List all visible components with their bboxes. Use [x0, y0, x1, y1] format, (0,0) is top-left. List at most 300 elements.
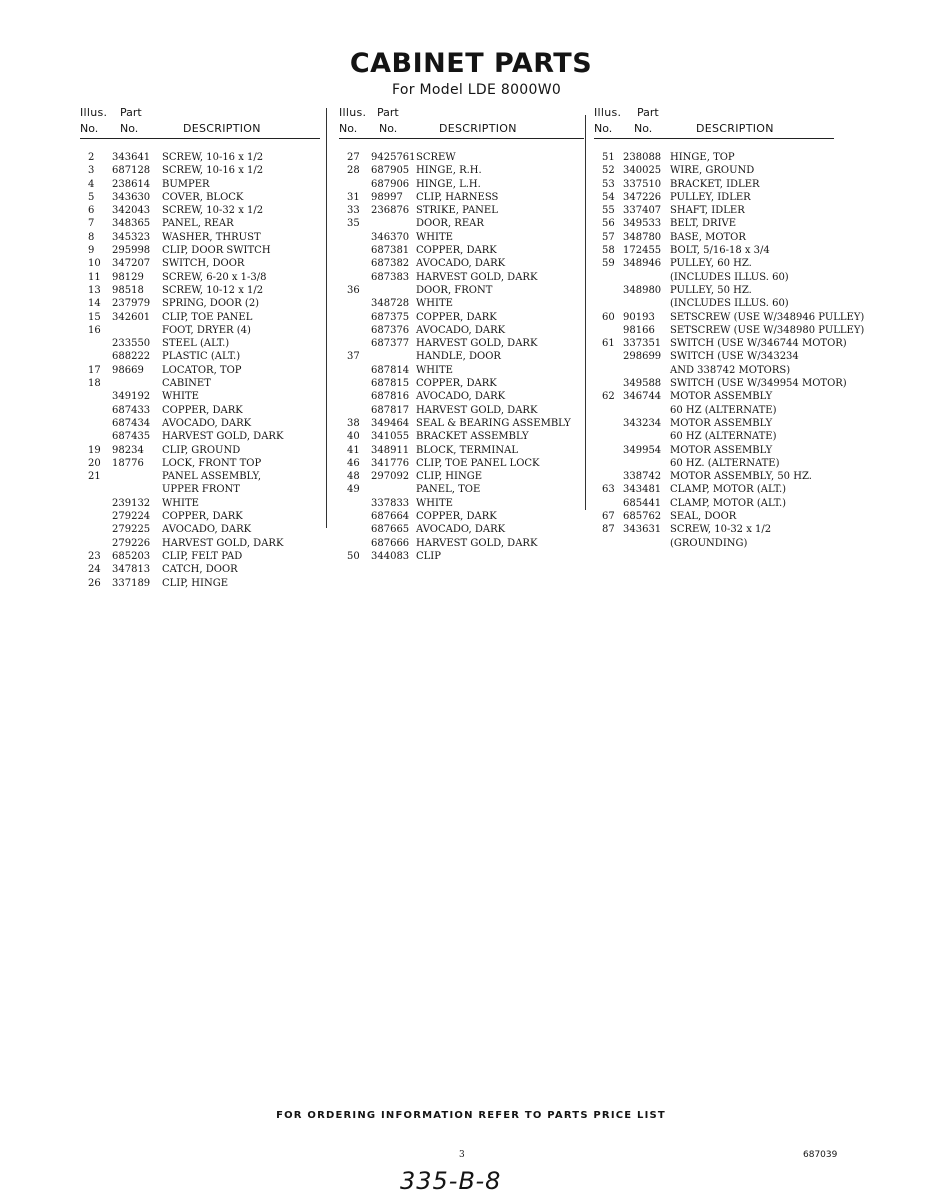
model-subtitle: For Model LDE 8000W0: [392, 82, 562, 98]
illus-number: 59: [602, 258, 615, 270]
table-row: [594, 350, 874, 363]
part-description: BLOCK, TERMINAL: [416, 444, 518, 456]
illus-number: 55: [602, 205, 615, 217]
part-description: BRACKET, IDLER: [670, 178, 760, 190]
part-number: 348365: [112, 218, 151, 230]
header-part-no: No.: [634, 122, 653, 135]
part-description: SEAL, DOOR: [670, 511, 737, 523]
illus-number: 46: [347, 457, 360, 469]
table-row: [594, 390, 874, 403]
illus-number: 41: [347, 444, 360, 456]
column-header: [80, 106, 320, 138]
part-description: MOTOR ASSEMBLY, 50 HZ.: [670, 471, 812, 483]
part-number: 349464: [371, 417, 410, 429]
header-rule: [80, 138, 320, 139]
table-row: [80, 523, 320, 536]
table-row: [80, 364, 320, 377]
part-number: 687128: [112, 165, 151, 177]
part-description: HARVEST GOLD, DARK: [416, 404, 538, 416]
table-row: [594, 257, 874, 270]
illus-number: 16: [88, 324, 101, 336]
part-description: HARVEST GOLD, DARK: [416, 537, 538, 549]
table-row: [80, 244, 320, 257]
illus-number: 48: [347, 471, 360, 483]
table-row: [339, 444, 584, 457]
illus-number: 57: [602, 231, 615, 243]
part-number: 349588: [623, 378, 662, 390]
part-number: 685203: [112, 550, 151, 562]
header-part: Part: [377, 106, 399, 119]
header-rule: [339, 138, 584, 139]
part-description: HINGE, L.H.: [416, 178, 481, 190]
table-row: [80, 457, 320, 470]
part-number: 279224: [112, 511, 151, 523]
table-row: [339, 483, 584, 496]
part-description: SWITCH, DOOR: [162, 258, 245, 270]
table-row: [80, 377, 320, 390]
part-number: 341055: [371, 431, 410, 443]
part-number: 237979: [112, 298, 151, 310]
part-description: CLAMP, MOTOR (ALT.): [670, 484, 787, 496]
table-row: [80, 337, 320, 350]
illus-number: 27: [347, 152, 360, 163]
table-row: [339, 217, 584, 230]
part-description: LOCK, FRONT TOP: [162, 457, 262, 469]
illus-number: 19: [88, 444, 101, 456]
part-number: 347207: [112, 258, 151, 270]
table-row: [594, 217, 874, 230]
part-number: 343631: [623, 524, 662, 536]
table-row: [594, 297, 874, 310]
illus-number: 51: [602, 152, 615, 163]
table-row: [339, 390, 584, 403]
header-illus: Illus.: [339, 106, 367, 119]
part-number: 687382: [371, 258, 410, 270]
illus-number: 31: [347, 191, 360, 203]
part-description: BUMPER: [162, 178, 210, 190]
column-divider: [326, 108, 327, 528]
table-row: [339, 523, 584, 536]
part-number: 297092: [371, 471, 410, 483]
illus-number: 10: [88, 258, 101, 270]
illus-number: 14: [88, 298, 101, 310]
part-description: WHITE: [416, 231, 453, 243]
table-row: [80, 217, 320, 230]
part-description: COPPER, DARK: [416, 245, 497, 257]
part-number: 348728: [371, 298, 410, 310]
part-description: SHAFT, IDLER: [670, 205, 745, 217]
table-row: [339, 350, 584, 363]
header-description: DESCRIPTION: [696, 122, 774, 135]
table-row: [80, 191, 320, 204]
part-number: 687377: [371, 338, 410, 350]
table-row: [80, 483, 320, 496]
part-description: 60 HZ (ALTERNATE): [670, 404, 777, 416]
table-row: [594, 364, 874, 377]
table-row: [80, 537, 320, 550]
illus-number: 24: [88, 564, 101, 576]
column-header: [339, 106, 584, 138]
part-description: COPPER, DARK: [416, 511, 497, 523]
illus-number: 60: [602, 311, 615, 323]
part-description: SCREW, 6-20 x 1-3/8: [162, 271, 267, 283]
illus-number: 11: [88, 271, 101, 283]
part-number: 236876: [371, 205, 410, 217]
table-row: [594, 311, 874, 324]
part-number: 341776: [371, 457, 410, 469]
parts-rows: [594, 151, 874, 550]
illus-number: 5: [88, 191, 95, 203]
part-description: DOOR, REAR: [416, 218, 484, 230]
handwritten-annotation: 335-B-8: [400, 1167, 502, 1195]
part-number: 98518: [112, 284, 144, 296]
part-description: PANEL, TOE: [416, 484, 481, 496]
part-description: COVER, BLOCK: [162, 191, 244, 203]
part-description: CLIP, TOE PANEL LOCK: [416, 457, 540, 469]
table-row: [339, 257, 584, 270]
illus-number: 53: [602, 178, 615, 190]
illus-number: 50: [347, 550, 360, 562]
part-number: 298699: [623, 351, 662, 363]
part-number: 342601: [112, 311, 151, 323]
table-row: [594, 523, 874, 536]
table-row: [594, 284, 874, 297]
part-description: LOCATOR, TOP: [162, 364, 242, 376]
part-description: CATCH, DOOR: [162, 564, 238, 576]
part-description: HARVEST GOLD, DARK: [416, 338, 538, 350]
parts-column-2: [339, 106, 584, 563]
illus-number: 87: [602, 524, 615, 536]
table-row: [80, 204, 320, 217]
part-number: 347226: [623, 191, 662, 203]
illus-number: 13: [88, 284, 101, 296]
table-row: [594, 178, 874, 191]
table-row: [594, 430, 874, 443]
header-description: DESCRIPTION: [183, 122, 261, 135]
table-row: [80, 563, 320, 576]
table-row: [339, 204, 584, 217]
part-description: DOOR, FRONT: [416, 284, 493, 296]
part-number: 349954: [623, 444, 662, 456]
part-description: MOTOR ASSEMBLY: [670, 417, 773, 429]
table-row: [339, 271, 584, 284]
part-description: WIRE, GROUND: [670, 165, 755, 177]
table-row: [80, 497, 320, 510]
part-description: AVOCADO, DARK: [416, 258, 506, 270]
illus-number: 62: [602, 391, 615, 403]
header-part: Part: [120, 106, 142, 119]
part-description: WHITE: [162, 497, 199, 509]
part-number: 343234: [623, 417, 662, 429]
part-description: CLAMP, MOTOR (ALT.): [670, 497, 787, 509]
part-number: 238614: [112, 178, 151, 190]
part-description: HARVEST GOLD, DARK: [416, 271, 538, 283]
part-number: 688222: [112, 351, 151, 363]
illus-number: 58: [602, 245, 615, 257]
table-row: [594, 244, 874, 257]
part-number: 348980: [623, 284, 662, 296]
part-description: PANEL ASSEMBLY,: [162, 471, 262, 483]
table-row: [80, 231, 320, 244]
table-row: [339, 297, 584, 310]
part-number: 337351: [623, 338, 662, 350]
table-row: [339, 550, 584, 563]
part-description: 60 HZ. (ALTERNATE): [670, 457, 780, 469]
table-row: [80, 284, 320, 297]
part-number: 687814: [371, 364, 410, 376]
parts-rows: [80, 151, 320, 590]
part-number: 687664: [371, 511, 410, 523]
part-number: 18776: [112, 457, 144, 469]
part-number: 337407: [623, 205, 662, 217]
part-number: 347813: [112, 564, 151, 576]
part-number: 687435: [112, 431, 151, 443]
table-row: [80, 311, 320, 324]
table-row: [594, 444, 874, 457]
part-description: STEEL (ALT.): [162, 338, 230, 350]
part-description: WHITE: [416, 364, 453, 376]
table-row: [80, 271, 320, 284]
parts-rows: [339, 151, 584, 563]
part-number: 279226: [112, 537, 151, 549]
part-number: 343641: [112, 152, 151, 163]
table-row: [594, 537, 874, 550]
table-row: [339, 311, 584, 324]
illus-number: 67: [602, 511, 615, 523]
part-number: 348780: [623, 231, 662, 243]
part-description: CLIP, GROUND: [162, 444, 241, 456]
illus-number: 56: [602, 218, 615, 230]
table-row: [80, 151, 320, 164]
part-description: SPRING, DOOR (2): [162, 298, 260, 310]
table-row: [594, 483, 874, 496]
part-number: 9425761: [371, 152, 416, 163]
part-description: WHITE: [416, 298, 453, 310]
table-row: [594, 510, 874, 523]
part-number: 687906: [371, 178, 410, 190]
part-description: (GROUNDING): [670, 537, 748, 549]
part-number: 687665: [371, 524, 410, 536]
part-number: 338742: [623, 471, 662, 483]
illus-number: 4: [88, 178, 95, 190]
part-number: 687666: [371, 537, 410, 549]
part-description: HARVEST GOLD, DARK: [162, 537, 284, 549]
part-description: COPPER, DARK: [162, 511, 243, 523]
illus-number: 15: [88, 311, 101, 323]
part-description: (INCLUDES ILLUS. 60): [670, 298, 789, 310]
table-row: [594, 324, 874, 337]
table-row: [80, 324, 320, 337]
header-illus: Illus.: [594, 106, 622, 119]
part-number: 98166: [623, 324, 655, 336]
table-row: [594, 497, 874, 510]
table-row: [339, 364, 584, 377]
header-description: DESCRIPTION: [439, 122, 517, 135]
part-number: 238088: [623, 152, 662, 163]
illus-number: 9: [88, 245, 95, 257]
illus-number: 36: [347, 284, 360, 296]
part-description: MOTOR ASSEMBLY: [670, 391, 773, 403]
ordering-note: FOR ORDERING INFORMATION REFER TO PARTS PRICE LIST: [276, 1110, 666, 1121]
illus-number: 38: [347, 417, 360, 429]
part-number: 295998: [112, 245, 151, 257]
part-description: AVOCADO, DARK: [162, 417, 252, 429]
part-description: MOTOR ASSEMBLY: [670, 444, 773, 456]
part-number: 337189: [112, 577, 151, 589]
header-illus-no: No.: [339, 122, 358, 135]
part-number: 98997: [371, 191, 403, 203]
part-number: 349533: [623, 218, 662, 230]
table-row: [80, 577, 320, 590]
table-row: [339, 510, 584, 523]
part-description: HINGE, TOP: [670, 152, 735, 163]
table-row: [339, 151, 584, 164]
illus-number: 7: [88, 218, 95, 230]
illus-number: 40: [347, 431, 360, 443]
part-number: 687817: [371, 404, 410, 416]
part-number: 98129: [112, 271, 144, 283]
table-row: [80, 297, 320, 310]
illus-number: 2: [88, 152, 95, 163]
table-row: [339, 164, 584, 177]
table-row: [594, 151, 874, 164]
part-description: CLIP, FELT PAD: [162, 550, 243, 562]
illus-number: 33: [347, 205, 360, 217]
header-illus-no: No.: [80, 122, 99, 135]
part-description: SETSCREW (USE W/348946 PULLEY): [670, 311, 865, 323]
part-number: 687815: [371, 378, 410, 390]
part-description: SCREW, 10-32 x 1/2: [162, 205, 264, 217]
header-part-no: No.: [120, 122, 139, 135]
part-number: 279225: [112, 524, 151, 536]
part-number: 172455: [623, 245, 662, 257]
part-description: SCREW, 10-16 x 1/2: [162, 165, 264, 177]
part-description: HARVEST GOLD, DARK: [162, 431, 284, 443]
illus-number: 63: [602, 484, 615, 496]
table-row: [594, 377, 874, 390]
header-part: Part: [637, 106, 659, 119]
table-row: [339, 178, 584, 191]
part-description: AVOCADO, DARK: [416, 324, 506, 336]
part-description: PANEL, REAR: [162, 218, 234, 230]
illus-number: 54: [602, 191, 615, 203]
table-row: [80, 350, 320, 363]
table-row: [80, 470, 320, 483]
part-description: SEAL & BEARING ASSEMBLY: [416, 417, 571, 429]
part-number: 346744: [623, 391, 662, 403]
part-number: 340025: [623, 165, 662, 177]
part-number: 687383: [371, 271, 410, 283]
part-description: PLASTIC (ALT.): [162, 351, 241, 363]
part-description: COPPER, DARK: [416, 378, 497, 390]
part-description: STRIKE, PANEL: [416, 205, 498, 217]
part-description: AVOCADO, DARK: [162, 524, 252, 536]
part-number: 343481: [623, 484, 662, 496]
part-description: SWITCH (USE W/346744 MOTOR): [670, 338, 847, 350]
part-description: CLIP, HARNESS: [416, 191, 499, 203]
part-number: 343630: [112, 191, 151, 203]
part-number: 337833: [371, 497, 410, 509]
part-description: SCREW, 10-16 x 1/2: [162, 152, 264, 163]
part-number: 337510: [623, 178, 662, 190]
table-row: [339, 470, 584, 483]
part-number: 342043: [112, 205, 151, 217]
part-number: 98669: [112, 364, 144, 376]
part-description: PULLEY, 50 HZ.: [670, 284, 752, 296]
table-row: [594, 470, 874, 483]
part-number: 346370: [371, 231, 410, 243]
part-number: 685441: [623, 497, 662, 509]
part-description: UPPER FRONT: [162, 484, 240, 496]
table-row: [594, 271, 874, 284]
illus-number: 3: [88, 165, 95, 177]
part-description: SWITCH (USE W/349954 MOTOR): [670, 378, 847, 390]
table-row: [339, 457, 584, 470]
table-row: [339, 324, 584, 337]
part-description: SCREW: [416, 152, 456, 163]
table-row: [339, 404, 584, 417]
illus-number: 6: [88, 205, 95, 217]
part-description: HANDLE, DOOR: [416, 351, 501, 363]
part-number: 687375: [371, 311, 410, 323]
part-number: 687434: [112, 417, 151, 429]
table-row: [80, 510, 320, 523]
part-description: CLIP, HINGE: [162, 577, 229, 589]
table-row: [339, 430, 584, 443]
part-description: WHITE: [416, 497, 453, 509]
part-number: 239132: [112, 497, 151, 509]
part-description: PULLEY, 60 HZ.: [670, 258, 752, 270]
table-row: [594, 457, 874, 470]
table-row: [339, 497, 584, 510]
table-row: [339, 231, 584, 244]
illus-number: 49: [347, 484, 360, 496]
page-number: 3: [459, 1150, 465, 1160]
illus-number: 20: [88, 457, 101, 469]
part-description: BASE, MOTOR: [670, 231, 746, 243]
part-description: WHITE: [162, 391, 199, 403]
document-number: 687039: [803, 1150, 838, 1160]
part-number: 687816: [371, 391, 410, 403]
part-number: 348911: [371, 444, 410, 456]
table-row: [80, 178, 320, 191]
table-row: [594, 164, 874, 177]
table-row: [80, 417, 320, 430]
parts-column-1: [80, 106, 320, 590]
part-number: 348946: [623, 258, 662, 270]
part-description: BRACKET ASSEMBLY: [416, 431, 529, 443]
part-number: 687905: [371, 165, 410, 177]
part-description: CABINET: [162, 378, 211, 390]
header-part-no: No.: [379, 122, 398, 135]
table-row: [80, 390, 320, 403]
column-header: [594, 106, 874, 138]
illus-number: 35: [347, 218, 360, 230]
part-description: SCREW, 10-12 x 1/2: [162, 284, 264, 296]
table-row: [594, 337, 874, 350]
part-number: 349192: [112, 391, 151, 403]
header-illus: Illus.: [80, 106, 108, 119]
illus-number: 52: [602, 165, 615, 177]
part-description: CLIP: [416, 550, 441, 562]
table-row: [339, 244, 584, 257]
table-row: [339, 377, 584, 390]
table-row: [80, 430, 320, 443]
table-row: [80, 404, 320, 417]
part-description: CLIP, HINGE: [416, 471, 483, 483]
part-description: FOOT, DRYER (4): [162, 324, 251, 336]
part-description: AVOCADO, DARK: [416, 391, 506, 403]
